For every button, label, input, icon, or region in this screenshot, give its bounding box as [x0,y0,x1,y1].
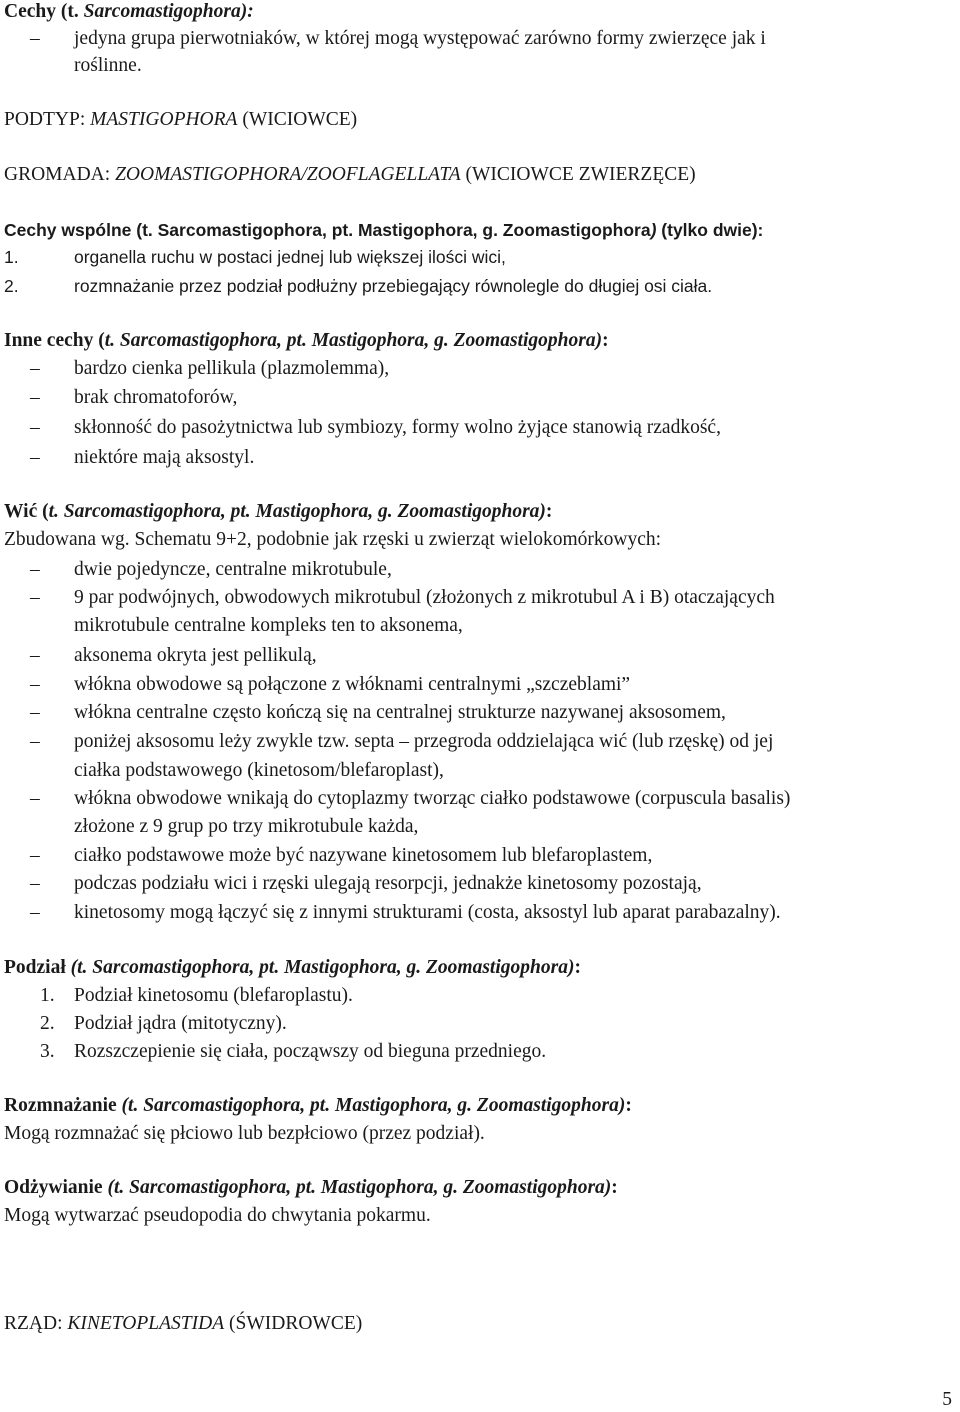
bullet-text: włókna obwodowe są połączone z włóknami centralnymi „szczeblami” [74,674,631,695]
bullet-text: bardzo cienka pellikula (plazmolemma), [74,358,390,379]
bullet-text: złożone z 9 grup po trzy mikrotubule każda, [74,816,419,837]
bullet-text: ciałka podstawowego (kinetosom/blefaroplast), [74,760,444,781]
bullet-dash: – [30,417,40,438]
bullet-text: jedyna grupa pierwotniaków, w której mogą występować zarówno formy zwierzęce jak i [74,28,766,49]
bullet-text: mikrotubule centralne kompleks ten to aksonema, [74,615,463,636]
bullet-dash: – [30,447,40,468]
bullet-dash: – [30,645,40,666]
inne-cechy-heading: Inne cechy (t. Sarcomastigophora, pt. Mastigophora, g. Zoomastigophora): [4,330,609,351]
bullet-text: roślinne. [74,55,142,76]
bullet-dash: – [30,674,40,695]
bullet-text: niektóre mają aksostyl. [74,447,255,468]
bullet-text: ciałko podstawowe może być nazywane kinetosomem lub blefaroplastem, [74,845,653,866]
rozmnazanie-heading: Rozmnażanie (t. Sarcomastigophora, pt. Mastigophora, g. Zoomastigophora): [4,1095,632,1116]
bullet-dash: – [30,28,40,49]
cechy-wspolne-heading: Cechy wspólne (t. Sarcomastigophora, pt. Mastigophora, g. Zoomastigophora) (tylko dwie): [4,220,764,240]
list-number: 2. [40,1013,55,1034]
list-item: Podział kinetosomu (blefaroplastu). [74,985,353,1006]
bullet-dash: – [30,788,40,809]
list-number: 1. [40,985,55,1006]
bullet-text: brak chromatoforów, [74,387,238,408]
bullet-text: kinetosomy mogą łączyć się z innymi strukturami (costa, aksostyl lub aparat parabazalny). [74,902,781,923]
list-item: Rozszczepienie się ciała, począwszy od bieguna przedniego. [74,1041,547,1062]
list-item: Podział jądra (mitotyczny). [74,1013,287,1034]
bullet-dash: – [30,358,40,379]
bullet-dash: – [30,873,40,894]
bullet-text: włókna centralne często kończą się na centralnej strukturze nazywanej aksosomem, [74,702,726,723]
bullet-dash: – [30,845,40,866]
bullet-dash: – [30,387,40,408]
list-item: rozmnażanie przez podział podłużny przebiegający równolegle do długiej osi ciała. [74,276,713,296]
list-number: 3. [40,1041,55,1062]
podtyp-heading: PODTYP: MASTIGOPHORA (WICIOWCE) [4,109,358,130]
bullet-dash: – [30,731,40,752]
bullet-text: włókna obwodowe wnikają do cytoplazmy tworząc ciałko podstawowe (corpuscula basalis) [74,788,791,809]
odzywianie-text: Mogą wytwarzać pseudopodia do chwytania pokarmu. [4,1205,431,1226]
bullet-dash: – [30,559,40,580]
gromada-heading: GROMADA: ZOOMASTIGOPHORA/ZOOFLAGELLATA (WICIOWCE ZWIERZĘCE) [4,164,696,185]
bullet-dash: – [30,587,40,608]
bullet-text: aksonema okryta jest pellikulą, [74,645,317,666]
bullet-dash: – [30,902,40,923]
list-item: organella ruchu w postaci jednej lub większej ilości wici, [74,247,506,267]
bullet-dash: – [30,702,40,723]
bullet-text: poniżej aksosomu leży zwykle tzw. septa – przegroda oddzielająca wić (lub rzęskę) od jej [74,731,774,752]
cechy-heading: Cechy (t. Sarcomastigophora): [4,1,254,22]
rozmnazanie-text: Mogą rozmnażać się płciowo lub bezpłciowo (przez podział). [4,1123,485,1144]
bullet-text: 9 par podwójnych, obwodowych mikrotubul (złożonych z mikrotubul A i B) otaczających [74,587,775,608]
rzad-heading: RZĄD: KINETOPLASTIDA (ŚWIDROWCE) [4,1313,363,1334]
list-number: 2. [4,276,19,296]
list-number: 1. [4,247,19,267]
wic-intro: Zbudowana wg. Schematu 9+2, podobnie jak rzęski u zwierząt wielokomórkowych: [4,529,662,550]
odzywianie-heading: Odżywianie (t. Sarcomastigophora, pt. Mastigophora, g. Zoomastigophora): [4,1177,618,1198]
bullet-text: skłonność do pasożytnictwa lub symbiozy, formy wolno żyjące stanowią rzadkość, [74,417,721,438]
wic-heading: Wić (t. Sarcomastigophora, pt. Mastigophora, g. Zoomastigophora): [4,501,553,522]
bullet-text: dwie pojedyncze, centralne mikrotubule, [74,559,392,580]
bullet-text: podczas podziału wici i rzęski ulegają resorpcji, jednakże kinetosomy pozostają, [74,873,702,894]
page-number: 5 [942,1389,952,1410]
podzial-heading: Podział (t. Sarcomastigophora, pt. Mastigophora, g. Zoomastigophora): [4,957,581,978]
